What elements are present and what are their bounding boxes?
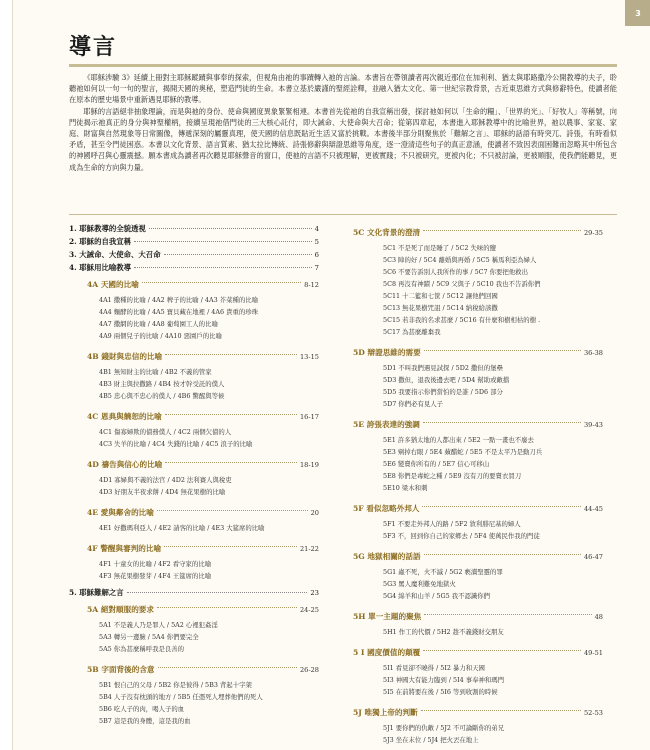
toc-subitem: 5E1 許多猶太地的人都出來 / 5E2 一點一畫也不廢去 (383, 436, 534, 444)
toc-subitem: 4A7 撒網的比喻 / 4A8 葡萄園工人的比喻 (99, 320, 218, 328)
toc-spacer (69, 342, 319, 346)
page-title: 導言 (69, 34, 118, 60)
toc-spacer (69, 402, 319, 406)
toc-entry-label: 5G 地獄相關的話語 (353, 552, 421, 561)
toc-subitem: 4E1 好撒瑪利亞人 / 4E2 請客的比喻 / 4E3 大筵席的比喻 (99, 524, 265, 532)
toc-subitem: 5A1 不是義人乃是罪人 / 5A2 心裡犯姦淫 (99, 621, 218, 629)
toc-section[interactable] (353, 608, 603, 626)
toc-subitem: 5C11 十二籃和七筐 / 5C12 讓他們回國 (383, 292, 498, 300)
book-page (12, 0, 650, 750)
toc-subitem: 5B1 恨自己的父母 / 5B2 你是彼得 / 5B3 背起十字架 (99, 681, 252, 689)
toc-subitem: 5C13 無花果樹咒詛 / 5C14 納稅給該撒 (383, 304, 498, 312)
toc-spacer (353, 494, 603, 498)
toc-page-number: 48 (594, 613, 603, 621)
toc-section[interactable] (69, 540, 319, 558)
dot-leader (134, 267, 312, 268)
toc-subitem: 5I3 神國大有能力臨到 / 5I4 事奉神和瑪門 (383, 676, 505, 684)
toc-page-number: 21-22 (299, 545, 319, 553)
toc-entry-label: 5B 字面背後的含意 (87, 665, 155, 674)
toc-entry-label: 5C 文化背景的澄清 (353, 228, 421, 237)
toc-subitem: 5F3 不，回到你自己的家鄉去 / 5F4 使萬民作我的門徒 (383, 532, 540, 540)
toc-page-number: 46-47 (583, 553, 603, 561)
dot-leader (127, 592, 308, 593)
toc-page-number: 20 (310, 509, 319, 517)
dot-leader (422, 506, 581, 507)
toc-subitem: 5C6 不要告訴別人我所作的事 / 5C7 你要把他救出 (383, 268, 528, 276)
toc-page-number: 26-28 (299, 666, 319, 674)
toc-spacer (353, 602, 603, 606)
toc-section[interactable] (69, 456, 319, 474)
toc-subitem: 5B4 人子沒有枕頭的地方 / 5B5 任憑死人埋葬他們的死人 (99, 693, 263, 701)
toc-subitem: 5I5 在前將要在後 / 5I6 等到收割的時候 (383, 688, 498, 696)
dot-leader (423, 650, 581, 651)
toc-page-number: 18-19 (299, 461, 319, 469)
intro-paragraph: 《耶穌涉驗 3》延續上冊對主耶穌蹤蹟與事奉的探索，但視角由祂的事蹟轉入祂的言論。本書旨在帶領讀者再次親近那位在加利利、猶太與耶路撒冷公開教導的夫子，聆聽祂如何以一句一句的聖言，揭開天國的奧秘，塑造門徒的生命。本書立基於嚴謹的聖經詮釋，並融入猶太文化、第一世紀宗教背景，古近東思維方式與修辭特色，使讀者能在原本的歷史場景中重新遇見耶穌的教導。 (69, 73, 617, 105)
toc-subitem: 5J1 要你們的仇敵 / 5J2 不可論斷你的弟兄 (383, 724, 505, 732)
toc-section[interactable] (69, 408, 319, 426)
dot-leader (149, 228, 312, 229)
toc-entry-label: 5A 絕對順服的要求 (87, 605, 154, 614)
dot-leader (164, 546, 297, 547)
toc-subitem: 5A5 你為甚麼稱呼我是良善的 (99, 645, 185, 653)
dot-leader (165, 462, 297, 463)
toc-right-column (353, 222, 603, 746)
toc-spacer (353, 542, 603, 546)
toc-page-number: 5 (314, 238, 319, 246)
toc-section[interactable] (353, 704, 603, 722)
toc-entry-label: 1. 耶穌教導的全貌透視 (69, 224, 146, 233)
toc-section[interactable] (353, 416, 603, 434)
toc-chapter[interactable] (69, 586, 319, 599)
dot-leader (424, 554, 581, 555)
intro-paragraph: 耶穌的言語絕非抽象理論，而是與祂的身份、使命與國度異象緊緊相連。本書首先從祂的自我宣稱出發，探討祂如何以「生命的糧」、「世界的光」、「好牧人」等稱號，向門徒揭示祂真正的身分與神聖權柄，接續呈現祂借門徒的三大核心託付，即大誡命、大使命與大召命；從第四章起，本書進入耶穌教導中的比喻世界，祂以農事、家宴、家庭、財富與自然現象等日常圖像，傳遞深刻的屬靈真理，使天國的信息既貼近生活又富於挑戰。本書後半部分則聚焦於「難解之言」、耶穌的話語有時突兀、詩張，有時看似矛盾，甚至令門徒困惑。本書以文化背景、語言質素、猶太拉比傳統、詩張修辭與辯證思維等角度，逐一澄清這些句子的真正意涵，使讀者不致因表面困難而忽略其中所包含的神國呼召與心靈震撼。願本書成為讀者再次聽見耶穌聲音的窗口，使祂的言語不只被理解，更被實踐；不只被研究，更被內化；不只被討論，更被順服，使我們能聽見，更成為生命的方向與力量。 (69, 106, 617, 172)
dot-leader (421, 710, 581, 711)
toc-section[interactable] (69, 601, 319, 619)
dot-leader (423, 422, 581, 423)
dot-leader (424, 350, 581, 351)
toc-entry-label: 5F 看似忽略外邦人 (353, 504, 420, 513)
toc-subitem: 5E3 剜掉右眼 / 5E4 蘋醋蛇 / 5E5 不是太平乃是動刀兵 (383, 448, 543, 456)
toc-subitem: 5C1 不是死了而是睡了 / 5C2 失味的鹽 (383, 244, 497, 252)
toc-chapter[interactable] (69, 235, 319, 248)
toc-subitem: 5I1 看見卻不曉得 / 5I2 暴力和天國 (383, 664, 485, 672)
toc-spacer (353, 410, 603, 414)
dot-leader (142, 282, 301, 283)
toc-subitem: 4D3 好朋友半夜求餅 / 4D4 無花果樹的比喻 (99, 488, 226, 496)
toc-subitem: 4A4 麵酵的比喻 / 4A5 寶貝藏在地裡 / 4A6 貴重的珍珠 (99, 308, 259, 316)
toc-entry-label: 4E 愛與鄰舍的比喻 (87, 508, 154, 517)
toc-entry-label: 4D 禱告與信心的比喻 (87, 460, 163, 469)
toc-subitem: 5D7 你們必有見人子 (383, 400, 444, 408)
toc-entry-label: 5J 唯獨上帝的判斷 (353, 708, 418, 717)
toc-page-number: 4 (314, 225, 319, 233)
toc-section[interactable] (353, 548, 603, 566)
toc-subitem: 4F3 無花果樹發芽 / 4F4 王筵席的比喻 (99, 572, 212, 580)
toc-page-number: 16-17 (299, 413, 319, 421)
toc-subitem: 5D5 我要指示你們當怕的是誰 / 5D6 部分 (383, 388, 503, 396)
toc-subitem: 4F1 十童女的比喻 / 4F2 看守家的比喻 (99, 560, 212, 568)
toc-entry-label: 5H 單一主題的聚焦 (353, 612, 422, 621)
toc-subitem: 5A3 轉另一邊臉 / 5A4 你們要完全 (99, 633, 199, 641)
toc-spacer (353, 698, 603, 702)
toc-section[interactable] (69, 348, 319, 366)
toc-subitem: 5E10 梁木和刺 (383, 484, 428, 492)
dot-leader (164, 254, 312, 255)
toc-subitem: 5C8 再沒有神蹟 / 5C9 父與子 / 5C10 我也不告訴你們 (383, 280, 541, 288)
toc-subitem: 5G3 罵人魔利難免地獄火 (383, 580, 456, 588)
toc-entry-label: 4B 錢財與忠信的比喻 (87, 352, 163, 361)
toc-page-number: 8-12 (304, 281, 319, 289)
toc-subitem: 4B5 忠心與不忠心的僕人 / 4B6 驚醒與等候 (99, 392, 225, 400)
intro-divider (69, 214, 617, 215)
toc-page-number: 36-38 (583, 349, 603, 357)
dot-leader (157, 607, 297, 608)
toc-subitem: 4C3 失羊的比喻 / 4C4 失錢的比喻 / 4C5 浪子的比喻 (99, 440, 253, 448)
toc-subitem: 4B3 財主與拉撒路 / 4B4 按才幹受託的僕人 (99, 380, 225, 388)
title-divider (69, 64, 617, 67)
toc-entry-label: 5. 耶穌難解之言 (69, 588, 124, 597)
toc-entry-label: 5D 辯證思維的需要 (353, 348, 421, 357)
toc-entry-label: 5E 誇張表達的強調 (353, 420, 420, 429)
toc-entry-label: 4. 耶穌用比喻教導 (69, 263, 132, 272)
toc-page-number: 7 (314, 264, 319, 272)
toc-subitem: 5E8 你們是毒蛇之種 / 5E9 沒有刀的要賣衣買刀 (383, 472, 522, 480)
toc-subitem: 5E6 變賣你所有的 / 5E7 信心可移山 (383, 460, 490, 468)
page-number: 3 (635, 8, 641, 18)
toc-page-number: 13-15 (299, 353, 319, 361)
toc-subitem: 5B6 吃人子的肉，喝人子的血 (99, 705, 185, 713)
toc-entry-label: 4F 警醒與審判的比喻 (87, 544, 162, 553)
toc-page-number: 24-25 (299, 606, 319, 614)
dot-leader (134, 241, 312, 242)
toc-subitem: 4C1 傷寡婦欺的債務僕人 / 4C2 兩個欠債的人 (99, 428, 232, 436)
toc-page-number: 49-51 (583, 649, 603, 657)
toc-section[interactable] (353, 344, 603, 362)
toc-chapter[interactable] (69, 222, 319, 235)
toc-subitem: 5D1 不叫我們遇見試探 / 5D2 撒但的堡壘 (383, 364, 503, 372)
toc-subitem: 5B7 這是我的身體，這是我的血 (99, 717, 191, 725)
toc-spacer (69, 450, 319, 454)
toc-subitem: 5G1 蟲不死，火不滅 / 5G2 褻瀆聖靈的罪 (383, 568, 503, 576)
toc-section[interactable] (69, 504, 319, 522)
dot-leader (165, 414, 297, 415)
toc-subitem: 5G4 綿羊和山羊 / 5G5 我不認識你們 (383, 592, 491, 600)
toc-spacer (353, 638, 603, 642)
toc-section[interactable] (353, 224, 603, 242)
toc-entry-label: 2. 耶穌的自我宣稱 (69, 237, 132, 246)
toc-subitem: 5C17 為甚麼離棄我 (383, 328, 441, 336)
dot-leader (165, 354, 297, 355)
toc-page-number: 23 (310, 589, 319, 597)
toc-page-number: 39-43 (583, 421, 603, 429)
dot-leader (157, 510, 308, 511)
toc-spacer (69, 534, 319, 538)
toc-subitem: 5F1 不要走外邦人的路 / 5F2 敘利腓尼基的婦人 (383, 520, 521, 528)
toc-spacer (69, 498, 319, 502)
toc-chapter[interactable] (69, 248, 319, 261)
toc-entry-label: 4A 天國的比喻 (87, 280, 139, 289)
toc-spacer (353, 338, 603, 342)
toc-section[interactable] (69, 276, 319, 294)
toc-subitem: 5J3 坐在末位 / 5J4 把火丟在地上 (383, 736, 479, 744)
dot-leader (423, 230, 581, 231)
toc-subitem: 4B1 無知財主的比喻 / 4B2 不義的管家 (99, 368, 212, 376)
toc-entry-label: 3. 大誡命、大使命、大召命 (69, 250, 161, 259)
toc-subitem: 4D1 寡婦與不義的法官 / 4D2 法利賽人與稅吏 (99, 476, 232, 484)
toc-page-number: 6 (314, 251, 319, 259)
toc-subitem: 5C15 若非我的名求甚麼 / 5C16 有什麼和樹相枯的樹 . (383, 316, 541, 324)
toc-page-number: 44-45 (583, 505, 603, 513)
toc-subitem: 5D3 撒但，退我後邊去吧 / 5D4 幫助或敵擋 (383, 376, 510, 384)
toc-entry-label: 4C 恩典與饒恕的比喻 (87, 412, 162, 421)
toc-subitem: 5C3 陣的好 / 5C4 離婚與再婚 / 5C5 稱馬利亞為婦人 (383, 256, 537, 264)
dot-leader (424, 614, 591, 615)
page-number-tab (625, 0, 650, 26)
toc-section[interactable] (353, 644, 603, 662)
toc-page-number: 52-53 (583, 709, 603, 717)
toc-left-column (69, 222, 319, 727)
toc-page-number: 29-35 (583, 229, 603, 237)
toc-subitem: 4A1 撒種的比喻 / 4A2 稗子的比喻 / 4A3 芥菜種的比喻 (99, 296, 259, 304)
toc-subitem: 4A9 兩個兒子的比喻 / 4A10 惡園戶的比喻 (99, 332, 222, 340)
toc-section[interactable] (69, 661, 319, 679)
toc-subitem: 5H1 作工的代價 / 5H2 趁不義錢財交朋友 (383, 628, 504, 636)
toc-chapter[interactable] (69, 261, 319, 274)
intro-text (69, 72, 617, 173)
dot-leader (158, 667, 297, 668)
toc-spacer (69, 655, 319, 659)
toc-entry-label: 5 I 國度價值的顛覆 (353, 648, 421, 657)
toc-section[interactable] (353, 500, 603, 518)
